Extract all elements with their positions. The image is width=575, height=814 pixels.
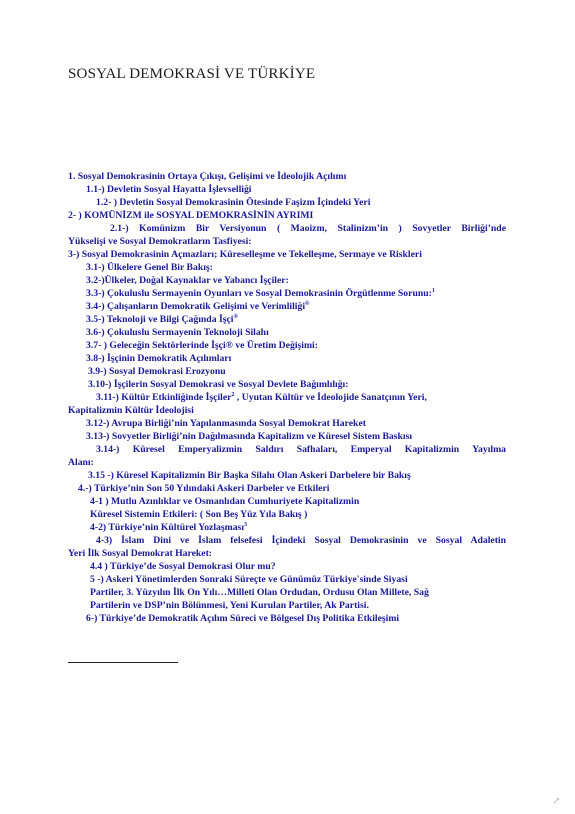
toc-entry-text: 4-3) İslam Dini ve İslam felsefesi İçindeki Sosyal Demokrasinin ve Sosyal Adaletin	[96, 535, 506, 546]
toc-entry-text: 3-) Sosyal Demokrasinin Açmazları; Küreselleşme ve Tekelleşme, Sermaye ve Riskleri	[68, 249, 422, 260]
toc-entry	[68, 586, 506, 599]
toc-entry-text: 3.15 -) Küresel Kapitalizmin Bir Başka Silahı Olan Askeri Darbelere bir Bakış	[88, 470, 411, 481]
toc-entry-text: 3.2-)Ülkeler, Doğal Kaynaklar ve Yabancı İşçiler:	[86, 275, 289, 286]
toc-entry	[68, 248, 506, 261]
toc-entry	[68, 521, 506, 534]
toc-entry	[68, 196, 506, 209]
toc-entry-text: 4-1 ) Mutlu Azınlıklar ve Osmanlıdan Cumhuriyete Kapitalizmin	[90, 496, 360, 507]
document-title: SOSYAL DEMOKRASİ VE TÜRKİYE	[68, 66, 316, 82]
toc-entry	[68, 300, 506, 313]
toc-entry	[68, 430, 506, 443]
toc-entry-text: 6-) Türkiye’de Demokratik Açılım Süreci ve Bölgesel Dış Politika Etkileşimi	[86, 613, 400, 624]
toc-entry-text: Partiler, 3. Yüzyılın İlk On Yılı…Milleti Olan Ordudan, Ordusu Olan Millete, Sağ	[90, 587, 429, 598]
toc-entry	[68, 573, 506, 586]
toc-entry-text: 1. Sosyal Demokrasinin Ortaya Çıkışı, Gelişimi ve İdeolojik Açılımı	[68, 171, 347, 182]
toc-entry-text: Kapitalizmin Kültür İdeolojisi	[68, 405, 194, 416]
toc-entry	[68, 339, 506, 352]
toc-entry-text: 3.9-) Sosyal Demokrasi Erozyonu	[88, 366, 226, 377]
toc-entry	[68, 495, 506, 508]
toc-entry	[68, 456, 506, 469]
toc-entry	[68, 365, 506, 378]
toc-entry-text: 3.12-) Avrupa Birliği’nin Yapılanmasında Sosyal Demokrat Hareket	[86, 418, 366, 429]
toc-entry	[68, 235, 506, 248]
toc-entry	[68, 417, 506, 430]
toc-entry-text: 4.-) Türkiye’nin Son 50 Yılındaki Askeri Darbeler ve Etkileri	[78, 483, 330, 494]
page-curl-icon: ↗	[552, 796, 561, 807]
footnote-marker: 2	[231, 391, 235, 398]
toc-entry-text: 1.2- ) Devletin Sosyal Demokrasinin Ötesinde Faşizm İçindeki Yeri	[96, 197, 371, 208]
toc-entry	[68, 326, 506, 339]
toc-entry	[68, 508, 506, 521]
toc-entry	[68, 378, 506, 391]
toc-entry	[68, 560, 506, 573]
toc-entry-text: 3.7- ) Geleceğin Sektörlerinde İşçi® ve Üretim Değişimi:	[86, 340, 318, 351]
toc-entry	[68, 287, 506, 300]
footnote-marker: ®	[233, 313, 238, 320]
toc-entry-text: Yeri İlk Sosyal Demokrat Hareket:	[68, 548, 213, 559]
toc-entry-text: 3.13-) Sovyetler Birliği’nin Dağılmasında Kapitalizm ve Küresel Sistem Baskısı	[86, 431, 413, 442]
table-of-contents	[68, 170, 506, 625]
toc-entry-text: Partilerin ve DSP’nin Bölünmesi, Yeni Kurulan Partiler, Ak Partisi.	[90, 600, 369, 611]
footnote-marker: 1	[431, 287, 435, 294]
toc-entry-text: 5 -) Askeri Yönetimlerden Sonraki Süreçte ve Günümüz Türkiye'sinde Siyasi	[90, 574, 408, 585]
toc-entry-text: 2- ) KOMÜNİZM ile SOSYAL DEMOKRASİNİN AYRIMI	[68, 210, 314, 221]
toc-entry	[68, 313, 506, 326]
toc-entry-text: 3.10-) İşçilerin Sosyal Demokrasi ve Sosyal Devlete Bağımlılığı:	[88, 379, 349, 390]
toc-entry-text: 3.5-) Teknoloji ve Bilgi Çağında İşçi	[86, 314, 234, 325]
toc-entry	[68, 261, 506, 274]
toc-entry-text: 2.1-) Komünizm Bir Versiyonun ( Maoizm, Stalinizm’in ) Sovyetler Birliği’nde	[110, 223, 506, 234]
footnote-marker: 3	[244, 521, 248, 528]
toc-entry-text: 3.1-) Ülkelere Genel Bir Bakış:	[86, 262, 213, 273]
toc-entry-text: Yükselişi ve Sosyal Demokratların Tasfiyesi:	[68, 236, 252, 247]
toc-entry-text: 4-2) Türkiye’nin Kültürel Yozlaşması	[90, 522, 245, 533]
toc-entry-text: 3.3-) Çokuluslu Sermayenin Oyunları ve Sosyal Demokrasinin Örgütlenme Sorunu:	[86, 288, 432, 299]
toc-entry	[68, 443, 506, 456]
toc-entry	[68, 222, 506, 235]
toc-entry	[68, 209, 506, 222]
toc-entry	[68, 274, 506, 287]
footnote-marker: ®	[305, 300, 310, 307]
toc-entry	[68, 547, 506, 560]
toc-entry	[68, 404, 506, 417]
toc-entry	[68, 352, 506, 365]
toc-entry	[68, 170, 506, 183]
toc-entry-text: 3.6-) Çokuluslu Sermayenin Teknoloji Silahı	[86, 327, 269, 338]
toc-entry-text: 3.14-) Küresel Emperyalizmin Saldırı Safhaları, Emperyal Kapitalizmin Yayılma	[96, 444, 506, 455]
toc-entry-text: 3.4-) Çalışanların Demokratik Gelişimi ve Verimliliği	[86, 301, 306, 312]
toc-entry	[68, 183, 506, 196]
toc-entry-text: 3.11-) Kültür Etkinliğinde İşçiler	[96, 392, 232, 403]
toc-entry	[68, 612, 506, 625]
toc-entry	[68, 534, 506, 547]
toc-entry-text: 3.8-) İşçinin Demokratik Açılımları	[86, 353, 232, 364]
toc-entry	[68, 482, 506, 495]
toc-entry-text: Küresel Sistemin Etkileri: ( Son Beş Yüz Yıla Bakış )	[90, 509, 308, 520]
toc-entry-text: Alanı:	[68, 457, 94, 468]
toc-entry-text: 1.1-) Devletin Sosyal Hayatta İşlevselliği	[86, 184, 252, 195]
toc-entry-text-continued: , Uyutan Kültür ve İdeolojide Sanatçının Yeri,	[234, 392, 427, 403]
toc-entry	[68, 391, 506, 404]
toc-entry	[68, 599, 506, 612]
toc-entry-text: 4.4 ) Türkiye’de Sosyal Demokrasi Olur mu?	[90, 561, 276, 572]
footnote-divider	[68, 662, 178, 663]
toc-entry	[68, 469, 506, 482]
